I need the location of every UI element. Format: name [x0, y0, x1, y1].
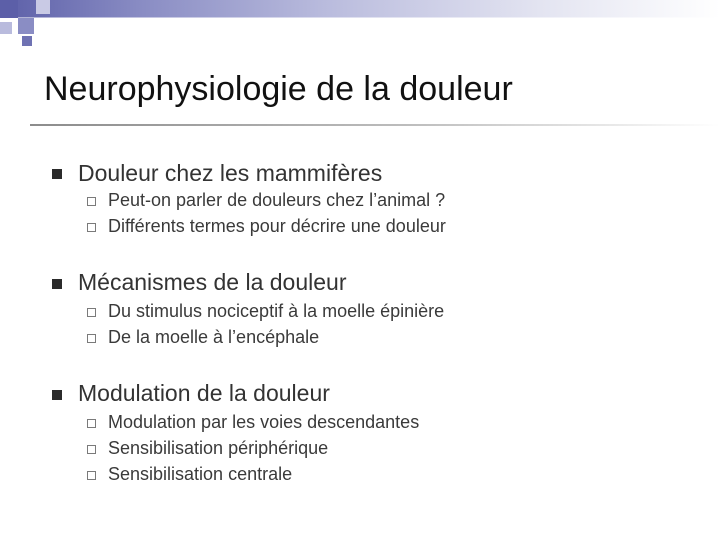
hollow-square-bullet-icon: [87, 334, 96, 343]
section-heading: Douleur chez les mammifères: [78, 160, 383, 186]
section-heading: Mécanismes de la douleur: [78, 269, 347, 295]
list-item: De la moelle à l’encéphale: [108, 327, 320, 347]
hollow-square-bullet-icon: [87, 308, 96, 317]
list-item: Du stimulus nociceptif à la moelle épinière: [108, 301, 445, 321]
corner-square-icon: [22, 36, 32, 46]
corner-square-icon: [0, 0, 18, 18]
list-item: Différents termes pour décrire une douleur: [108, 216, 446, 236]
corner-square-icon: [0, 22, 12, 34]
header-band: [0, 0, 720, 46]
hollow-square-bullet-icon: [87, 445, 96, 454]
corner-square-icon: [18, 18, 34, 34]
title-divider: [30, 124, 720, 126]
list-item: Modulation par les voies descendantes: [108, 412, 420, 432]
hollow-square-bullet-icon: [87, 197, 96, 206]
section-heading: Modulation de la douleur: [78, 380, 330, 406]
filled-square-bullet-icon: [52, 279, 62, 289]
filled-square-bullet-icon: [52, 169, 62, 179]
hollow-square-bullet-icon: [87, 471, 96, 480]
filled-square-bullet-icon: [52, 390, 62, 400]
slide-title: Neurophysiologie de la douleur: [44, 70, 513, 108]
list-item: Sensibilisation périphérique: [108, 438, 329, 458]
corner-square-icon: [36, 0, 50, 14]
hollow-square-bullet-icon: [87, 223, 96, 232]
list-item: Peut-on parler de douleurs chez l’animal ?: [108, 190, 446, 210]
hollow-square-bullet-icon: [87, 419, 96, 428]
list-item: Sensibilisation centrale: [108, 464, 293, 484]
